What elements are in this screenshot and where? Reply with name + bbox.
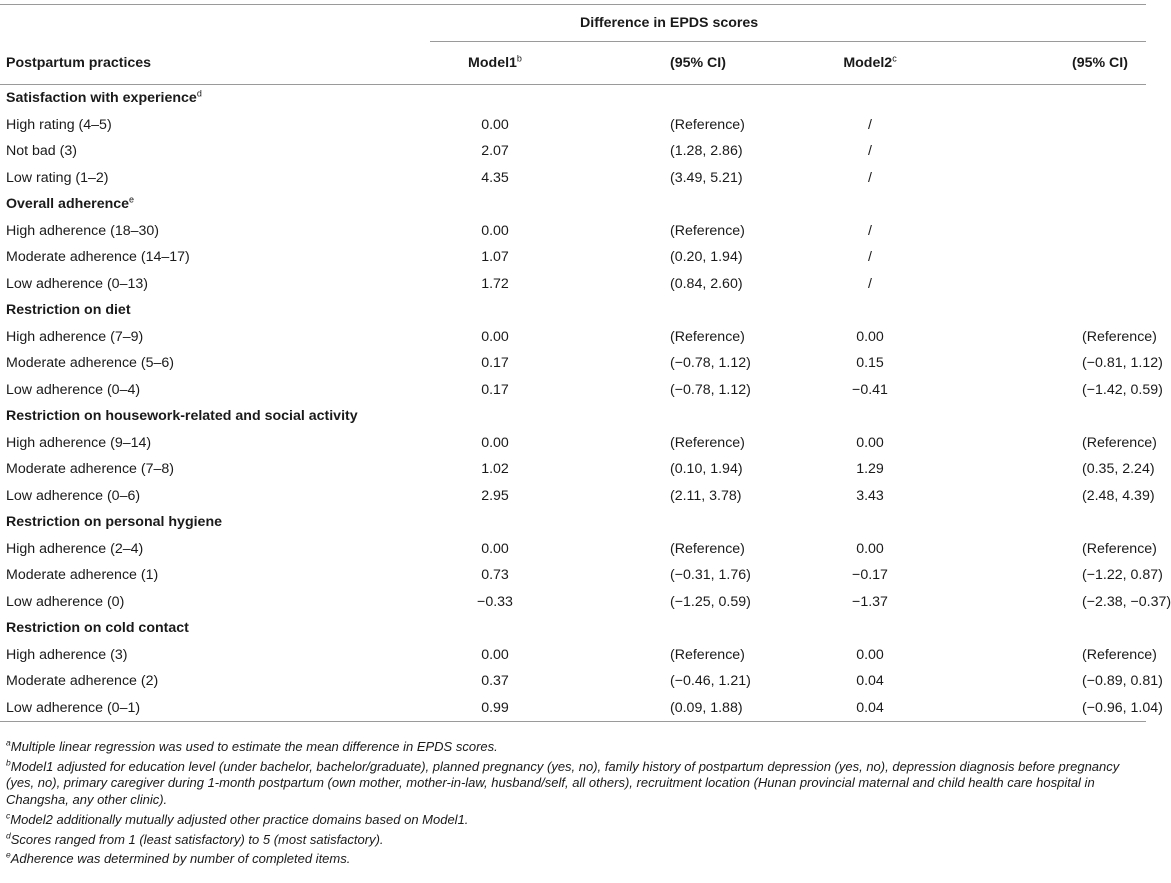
model2-value: / xyxy=(868,249,872,266)
results-table xyxy=(0,4,1171,722)
row-label: High adherence (3) xyxy=(6,646,128,663)
model1-value: 1.02 xyxy=(481,461,509,478)
model1-ci: (2.11, 3.78) xyxy=(670,487,742,504)
table-row xyxy=(0,138,1146,165)
footnotes xyxy=(6,739,1140,871)
model2-value: −1.37 xyxy=(852,593,888,610)
model2-ci xyxy=(940,138,1146,165)
model1-value: 2.07 xyxy=(481,143,509,160)
header-model2 xyxy=(800,42,940,85)
model2-value: / xyxy=(868,169,872,186)
model2-value: −0.17 xyxy=(852,567,888,584)
header-ci2: (95% CI) xyxy=(940,42,1146,85)
model2-value: 0.15 xyxy=(856,355,884,372)
row-label: High adherence (18–30) xyxy=(6,222,160,239)
table-row xyxy=(0,112,1146,139)
table-row xyxy=(0,350,1146,377)
table-row xyxy=(0,430,1146,457)
row-label: Moderate adherence (7–8) xyxy=(6,461,174,478)
model1-ci: (Reference) xyxy=(670,116,745,133)
row-label: High adherence (9–14) xyxy=(6,434,152,451)
model2-value: −0.41 xyxy=(852,381,888,398)
section-title xyxy=(0,509,1146,536)
model2-ci: (Reference) xyxy=(1082,646,1157,663)
section-header-row xyxy=(0,403,1146,430)
header-model1 xyxy=(430,42,560,85)
section-header-row xyxy=(0,615,1146,642)
footnote-text: Adherence was determined by number of completed items. xyxy=(10,851,351,867)
table-row xyxy=(0,324,1146,351)
model2-ci xyxy=(940,218,1146,245)
model1-value: 0.00 xyxy=(481,540,509,557)
table-row xyxy=(0,695,1146,722)
footnote-mark: c xyxy=(6,810,11,821)
model1-value: 0.00 xyxy=(481,328,509,345)
model1-value: 1.07 xyxy=(481,249,509,266)
footnote-mark: d xyxy=(6,830,11,841)
footnote-mark: e xyxy=(6,849,11,860)
model1-ci: (3.49, 5.21) xyxy=(670,169,743,186)
model2-ci: (0.35, 2.24) xyxy=(1082,461,1155,478)
model2-value: 3.43 xyxy=(856,487,884,504)
model2-ci: (−0.96, 1.04) xyxy=(940,695,1146,722)
row-label: Low adherence (0) xyxy=(6,593,125,610)
section-header-row xyxy=(0,85,1146,112)
model2-ci: (−1.22, 0.87) xyxy=(1082,567,1163,584)
model2-value: 0.00 xyxy=(856,646,884,663)
section-title xyxy=(0,615,1146,642)
model2-ci: (−2.38, −0.37) xyxy=(1082,593,1171,610)
footnote-text: Model2 additionally mutually adjusted other practice domains based on Model1. xyxy=(10,811,469,827)
model2-ci: (Reference) xyxy=(1082,540,1157,557)
model2-value: / xyxy=(868,143,872,160)
model2-ci: (−0.81, 1.12) xyxy=(1082,355,1163,372)
row-label: Low adherence (0–4) xyxy=(6,381,141,398)
section-title-text: Restriction on diet xyxy=(6,302,131,319)
footnote-mark: a xyxy=(6,737,11,748)
section-title-text: Overall adherence xyxy=(6,196,130,213)
row-label: High adherence (2–4) xyxy=(6,540,144,557)
model2-ci: (Reference) xyxy=(1082,328,1157,345)
table-row xyxy=(0,483,1146,510)
section-header-row xyxy=(0,297,1146,324)
model2-value: / xyxy=(868,116,872,133)
table-row xyxy=(0,244,1146,271)
table-row xyxy=(0,218,1146,245)
model2-value: 0.04 xyxy=(856,673,884,690)
table-row xyxy=(0,536,1146,563)
table-row xyxy=(0,668,1146,695)
model1-value: 0.17 xyxy=(481,355,509,372)
row-label: Not bad (3) xyxy=(6,143,77,160)
footnote-text: Multiple linear regression was used to estimate the mean difference in EPDS scores. xyxy=(10,739,498,754)
table-row xyxy=(0,271,1146,298)
model2-ci: (−0.89, 0.81) xyxy=(1082,673,1163,690)
model1-ci: (Reference) xyxy=(670,434,745,451)
model1-ci: (Reference) xyxy=(670,646,745,663)
section-title xyxy=(0,191,1146,218)
section-header-row xyxy=(0,509,1146,536)
header-model2-text: Model2 xyxy=(843,55,893,71)
table-row xyxy=(0,589,1146,616)
model2-ci: (−1.42, 0.59) xyxy=(1082,381,1163,398)
header-model1-text: Model1 xyxy=(468,55,517,71)
section-title-text: Restriction on cold contact xyxy=(6,620,189,637)
model1-value: 4.35 xyxy=(481,169,509,186)
model1-value: 2.95 xyxy=(481,487,509,504)
model2-value: 1.29 xyxy=(856,461,884,478)
model1-ci: (−0.46, 1.21) xyxy=(670,673,751,690)
model2-ci xyxy=(940,244,1146,271)
footnote xyxy=(6,739,1140,756)
model1-ci: (−0.78, 1.12) xyxy=(670,355,751,372)
row-label: Low adherence (0–13) xyxy=(6,275,148,292)
header-group-row xyxy=(0,5,1146,42)
section-header-row xyxy=(0,191,1146,218)
row-label: Low adherence (0–6) xyxy=(6,487,141,504)
table-body xyxy=(0,85,1171,722)
model1-ci: (0.84, 2.60) xyxy=(670,275,743,292)
model1-value: 1.72 xyxy=(481,275,509,292)
header-column-row xyxy=(0,42,1146,85)
header-group-title: Difference in EPDS scores xyxy=(430,5,1146,42)
row-label: Moderate adherence (14–17) xyxy=(6,249,190,266)
footnote xyxy=(6,812,1140,829)
model1-ci: (Reference) xyxy=(670,222,745,239)
model1-value: 0.99 xyxy=(430,695,560,722)
footnote xyxy=(6,759,1140,809)
section-title xyxy=(0,297,1146,324)
section-title-text: Restriction on housework-related and social activity xyxy=(6,408,358,425)
model1-value: 0.00 xyxy=(481,222,509,239)
model1-value: 0.00 xyxy=(481,434,509,451)
model1-value: 0.17 xyxy=(481,381,509,398)
model1-value: 0.37 xyxy=(481,673,509,690)
header-ci1: (95% CI) xyxy=(560,42,800,85)
footnote xyxy=(6,832,1140,849)
model1-value: −0.33 xyxy=(477,593,513,610)
row-label: Low adherence (0–1) xyxy=(0,695,430,722)
model1-ci: (0.10, 1.94) xyxy=(670,461,743,478)
model2-value: 0.00 xyxy=(856,328,884,345)
row-label: Moderate adherence (5–6) xyxy=(6,355,174,372)
section-title xyxy=(0,403,1146,430)
footnote xyxy=(6,851,1140,868)
model1-ci: (−1.25, 0.59) xyxy=(670,593,751,610)
header-model2-sup: c xyxy=(892,53,897,64)
footnote-text: Scores ranged from 1 (least satisfactory) to 5 (most satisfactory). xyxy=(10,831,384,847)
section-title-sup: d xyxy=(196,88,202,99)
model2-value: 0.00 xyxy=(856,540,884,557)
section-title-sup: e xyxy=(129,194,135,205)
model2-value: 0.04 xyxy=(800,695,940,722)
model2-ci xyxy=(940,165,1146,192)
row-label: Low rating (1–2) xyxy=(6,169,109,186)
table-row xyxy=(0,165,1146,192)
model2-ci: (2.48, 4.39) xyxy=(1082,487,1155,504)
model2-ci xyxy=(940,112,1146,139)
footnote-text: Model1 adjusted for education level (under bachelor, bachelor/graduate), planned pregnancy (yes, no), family history of postpartum depression (yes, no), depression diagnosis before pregnancy (yes, no), primary caregiver during 1-month postpartum (own mother, mother-in-law, husband/self, all others), recruitment location (Hunan provincial maternal and child health care hospital in Changsha, any other clinic). xyxy=(6,758,1120,808)
model1-value: 0.73 xyxy=(481,567,509,584)
row-label: Moderate adherence (1) xyxy=(6,567,159,584)
model1-ci: (Reference) xyxy=(670,328,745,345)
model2-value: / xyxy=(868,222,872,239)
model1-ci: (1.28, 2.86) xyxy=(670,143,743,160)
table-row xyxy=(0,642,1146,669)
section-title-text: Satisfaction with experience xyxy=(6,90,197,107)
model1-ci: (−0.78, 1.12) xyxy=(670,381,751,398)
model1-ci: (0.20, 1.94) xyxy=(670,249,743,266)
header-model1-sup: b xyxy=(516,53,522,64)
model2-value: / xyxy=(868,275,872,292)
header-blank xyxy=(0,5,430,42)
section-title xyxy=(0,85,1146,112)
table-row xyxy=(0,456,1146,483)
footnote-mark: b xyxy=(6,757,11,768)
model2-value: 0.00 xyxy=(856,434,884,451)
model2-ci: (Reference) xyxy=(1082,434,1157,451)
header-postpartum-practices: Postpartum practices xyxy=(0,42,430,85)
model2-ci xyxy=(940,271,1146,298)
model1-value: 0.00 xyxy=(481,646,509,663)
model1-ci: (−0.31, 1.76) xyxy=(670,567,751,584)
table-row xyxy=(0,562,1146,589)
model1-value: 0.00 xyxy=(481,116,509,133)
table-row xyxy=(0,377,1146,404)
row-label: High rating (4–5) xyxy=(6,116,112,133)
row-label: High adherence (7–9) xyxy=(6,328,144,345)
section-title-text: Restriction on personal hygiene xyxy=(6,514,223,531)
model1-ci: (0.09, 1.88) xyxy=(560,695,800,722)
model1-ci: (Reference) xyxy=(670,540,745,557)
row-label: Moderate adherence (2) xyxy=(6,673,159,690)
